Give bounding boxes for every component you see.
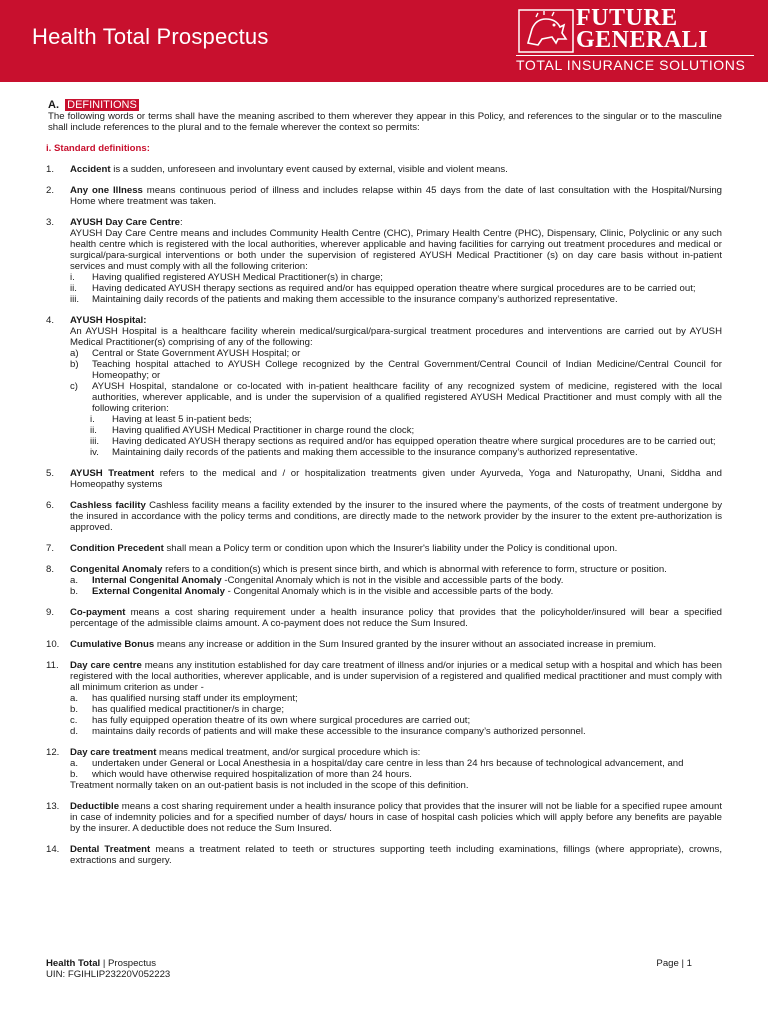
sub-text: Maintaining daily records of the patients and making them accessible to the insurance company’s authorized representative. xyxy=(112,447,638,458)
sub-marker: i. xyxy=(90,414,95,425)
definition-item xyxy=(46,217,722,305)
sub-term: Internal Congenital Anomaly xyxy=(92,575,222,586)
sub-text: Having qualified registered AYUSH Medical Practitioner(s) in charge; xyxy=(92,272,383,283)
logo-tagline: TOTAL INSURANCE SOLUTIONS xyxy=(516,57,746,73)
item-description: AYUSH Day Care Centre means and includes Community Health Centre (CHC), Primary Health Centre (PHC), Dispensary, Clinic, Polyclinic or any such health centre which is registered with the local authorities, wherever applicable and having facilities for carrying out treatment procedures and medical or surgical/para-surgical interventions or both under the supervision of registered AYUSH Medical Practitioner (s) on day care basis without in-patient services and must comply with all the following criterion: xyxy=(70,228,722,272)
definition-item xyxy=(46,500,722,533)
section-intro: The following words or terms shall have the meaning ascribed to them wherever they appear in this Policy, and references to the singular or to the masculine shall include references to the plural and to the female wherever the context so permits: xyxy=(48,111,722,133)
sub-text: - Congenital Anomaly which is in the visible and accessible parts of the body. xyxy=(224,586,554,597)
page-header xyxy=(0,0,768,82)
item-term: Congenital Anomaly xyxy=(70,564,163,575)
definition-item xyxy=(46,564,722,597)
definition-item xyxy=(46,801,722,834)
sub-marker: ii. xyxy=(90,425,97,436)
lion-icon xyxy=(518,9,574,53)
standard-definitions-heading: i. Standard definitions: xyxy=(46,143,150,154)
definition-item xyxy=(46,315,722,458)
section-heading: A. DEFINITIONS xyxy=(48,99,137,111)
sub-text: has qualified nursing staff under its employment; xyxy=(92,693,298,704)
item-term: Any one Illness xyxy=(70,185,143,196)
sub-item xyxy=(70,381,722,414)
item-term: Deductible xyxy=(70,801,120,812)
definition-item xyxy=(46,844,722,866)
item-term: Co-payment xyxy=(70,607,126,618)
sub-marker: b) xyxy=(70,359,79,370)
sub-marker: iii. xyxy=(90,436,100,447)
definition-item xyxy=(46,164,722,175)
item-term: Day care centre xyxy=(70,660,142,671)
item-body: refers to the medical and / or hospitalization treatments given under Ayurveda, Yoga and Naturopathy, Unani, Siddha and Homeopathy systems xyxy=(70,468,723,490)
logo-divider xyxy=(516,55,754,56)
item-text xyxy=(70,607,722,629)
sub-text: which would have otherwise required hospitalization of more than 24 hours. xyxy=(92,769,412,780)
nested-sub-item xyxy=(70,425,722,436)
item-number: 6. xyxy=(46,500,55,511)
item-term: Day care treatment xyxy=(70,747,157,758)
sub-text: Having dedicated AYUSH therapy sections as required and/or has equipped operation theatre where surgical procedures are to be carried out; xyxy=(92,283,696,294)
item-text xyxy=(70,660,722,693)
sub-item xyxy=(70,359,722,381)
sub-text: maintains daily records of patients and will make these accessible to the insurance company’s authorized personnel. xyxy=(92,726,586,737)
item-number: 7. xyxy=(46,543,55,554)
definition-item xyxy=(46,607,722,629)
item-number: 12. xyxy=(46,747,60,758)
item-body: means a cost sharing requirement under a health insurance policy that provides that the insurer will not be liable for a specified rupee amount in case of indemnity policies and for a specified number of days/ hours in case of hospital cash policies which will apply before any benefits are payable by the insurer. A deductible does not reduce the Sum Insured. xyxy=(70,801,722,834)
item-tail: Treatment normally taken on an out-patient basis is not included in the scope of this definition. xyxy=(70,780,469,791)
item-body: means any institution established for day care treatment of illness and/or injuries or a medical setup with a hospital and which has been registered with the local authorities, wherever applicable, and is under supervision of a registered and qualified medical practitioner and must comply with all minimum criterion as under - xyxy=(70,660,722,693)
future-generali-logo xyxy=(514,7,754,75)
section-title: DEFINITIONS xyxy=(67,99,137,111)
sub-marker: b. xyxy=(70,769,79,780)
sub-item xyxy=(70,294,722,305)
item-number: 3. xyxy=(46,217,55,228)
item-term: AYUSH Treatment xyxy=(70,468,155,479)
sub-item xyxy=(70,758,722,769)
sub-text: has fully equipped operation theatre of its own where surgical procedures are carried out; xyxy=(92,715,471,726)
sub-marker: ii. xyxy=(70,283,77,294)
item-term: Cumulative Bonus xyxy=(70,639,155,650)
item-body: means a cost sharing requirement under a health insurance policy that provides that the policyholder/insured will bear a specified percentage of the admissible claims amount. A co-payment does not reduce the Sum Insured. xyxy=(70,607,722,629)
definition-item xyxy=(46,185,722,207)
footer-doc-name: Health Total | Prospectus xyxy=(46,958,157,969)
item-number: 8. xyxy=(46,564,55,575)
item-text xyxy=(70,543,722,554)
footer-uin: UIN: FGIHLIP23220V052223 xyxy=(46,969,171,980)
sub-text: Maintaining daily records of the patients and making them accessible to the insurance company’s authorized representative. xyxy=(92,294,618,305)
item-text xyxy=(70,639,722,650)
sub-marker: b. xyxy=(70,704,79,715)
item-number: 2. xyxy=(46,185,55,196)
definition-item xyxy=(46,543,722,554)
nested-sub-item xyxy=(70,447,722,458)
definition-item xyxy=(46,639,722,650)
item-term: Accident xyxy=(70,164,111,175)
item-text xyxy=(70,564,722,575)
item-number: 14. xyxy=(46,844,60,855)
item-body: shall mean a Policy term or condition upon which the Insurer's liability under the Policy is conditional upon. xyxy=(163,543,618,554)
sub-marker: a. xyxy=(70,758,79,769)
item-text xyxy=(70,185,722,207)
item-term: AYUSH Hospital: xyxy=(70,315,147,326)
nested-sub-item xyxy=(70,414,722,425)
item-number: 4. xyxy=(46,315,55,326)
item-text xyxy=(70,468,722,490)
sub-marker: b. xyxy=(70,586,79,597)
sub-marker: iv. xyxy=(90,447,99,458)
sub-marker: a. xyxy=(70,693,79,704)
sub-item xyxy=(70,769,722,780)
item-body: means continuous period of illness and includes relapse within 45 days from the date of last consultation with the Hospital/Nursing Home where treatment was taken. xyxy=(70,185,723,207)
sub-item xyxy=(70,283,722,294)
definitions-content xyxy=(46,100,722,876)
item-body: means any increase or addition in the Sum Insured granted by the insurer without an associated increase in premium. xyxy=(154,639,657,650)
sub-text: Teaching hospital attached to AYUSH College recognized by the Central Government/Central Council of Indian Medicine/Central Council for Homeopathy; or xyxy=(92,359,722,381)
sub-text: undertaken under General or Local Anesthesia in a hospital/day care centre in less than 24 hrs because of technological advancement, and xyxy=(92,758,684,769)
item-text xyxy=(70,164,722,175)
sub-marker: d. xyxy=(70,726,79,737)
page-title: Health Total Prospectus xyxy=(32,24,269,49)
sub-marker: c. xyxy=(70,715,78,726)
definitions-list xyxy=(46,164,722,866)
definition-item xyxy=(46,468,722,490)
item-number: 10. xyxy=(46,639,60,650)
sub-marker: a) xyxy=(70,348,79,359)
item-body: refers to a condition(s) which is present since birth, and which is abnormal with reference to form, structure or position. xyxy=(162,564,667,575)
item-body: is a sudden, unforeseen and involuntary event caused by external, visible and violent means. xyxy=(110,164,508,175)
sub-text: Having dedicated AYUSH therapy sections as required and/or has equipped operation theatre where surgical procedures are to be carried out; xyxy=(112,436,716,447)
sub-item xyxy=(70,272,722,283)
item-number: 5. xyxy=(46,468,55,479)
item-number: 1. xyxy=(46,164,55,175)
sub-item xyxy=(70,348,722,359)
sub-marker: c) xyxy=(70,381,78,392)
sub-item xyxy=(70,693,722,704)
item-text xyxy=(70,844,722,866)
item-text xyxy=(70,315,722,326)
definition-item xyxy=(46,747,722,791)
item-term: Cashless facility xyxy=(70,500,146,511)
sub-marker: iii. xyxy=(70,294,80,305)
item-text xyxy=(70,747,722,758)
logo-wordmark: FUTURE GENERALI xyxy=(576,5,709,53)
item-text xyxy=(70,500,722,533)
item-text xyxy=(70,801,722,834)
item-description: An AYUSH Hospital is a healthcare facility wherein medical/surgical/para-surgical treatment procedures and interventions are carried out by AYUSH Medical Practitioner(s) comprising of any of the following: xyxy=(70,326,722,348)
sub-text: AYUSH Hospital, standalone or co-located with in-patient healthcare facility of any recognized system of medicine, registered with the local authorities, wherever applicable, and is under the supervision of a qualified registered AYUSH Medical Practitioner and must comply with all the following criterion: xyxy=(92,381,722,414)
sub-text: Having at least 5 in-patient beds; xyxy=(112,414,252,425)
definition-item xyxy=(46,660,722,737)
page-footer xyxy=(46,958,692,980)
item-body: Cashless facility means a facility extended by the insurer to the insured where the payments, of the costs of treatment undergone by the insured in accordance with the policy terms and conditions, are directly made to the network provider by the insurer to the extent pre-authorization is approved. xyxy=(70,500,722,533)
item-term: Dental Treatment xyxy=(70,844,151,855)
item-number: 9. xyxy=(46,607,55,618)
item-body: means a treatment related to teeth or structures supporting teeth including examinations, fillings (where appropriate), crowns, extractions and surgery. xyxy=(70,844,722,866)
sub-text: has qualified medical practitioner/s in charge; xyxy=(92,704,284,715)
item-body: : xyxy=(180,217,183,228)
item-number: 11. xyxy=(46,660,59,671)
sub-item xyxy=(70,586,722,597)
sub-marker: i. xyxy=(70,272,75,283)
page-number: Page | 1 xyxy=(656,958,692,969)
item-text xyxy=(70,217,722,228)
sub-item xyxy=(70,726,722,737)
sub-term: External Congenital Anomaly xyxy=(92,586,225,597)
sub-marker: a. xyxy=(70,575,79,586)
sub-text: Having qualified AYUSH Medical Practitioner in charge round the clock; xyxy=(112,425,415,436)
item-term: Condition Precedent xyxy=(70,543,164,554)
sub-item xyxy=(70,715,722,726)
sub-text: -Congenital Anomaly which is not in the visible and accessible parts of the body. xyxy=(221,575,564,586)
item-body: means medical treatment, and/or surgical procedure which is: xyxy=(156,747,421,758)
sub-text: Central or State Government AYUSH Hospital; or xyxy=(92,348,301,359)
sub-item xyxy=(70,575,722,586)
item-number: 13. xyxy=(46,801,60,812)
nested-sub-item xyxy=(70,436,722,447)
sub-item xyxy=(70,704,722,715)
item-term: AYUSH Day Care Centre xyxy=(70,217,181,228)
